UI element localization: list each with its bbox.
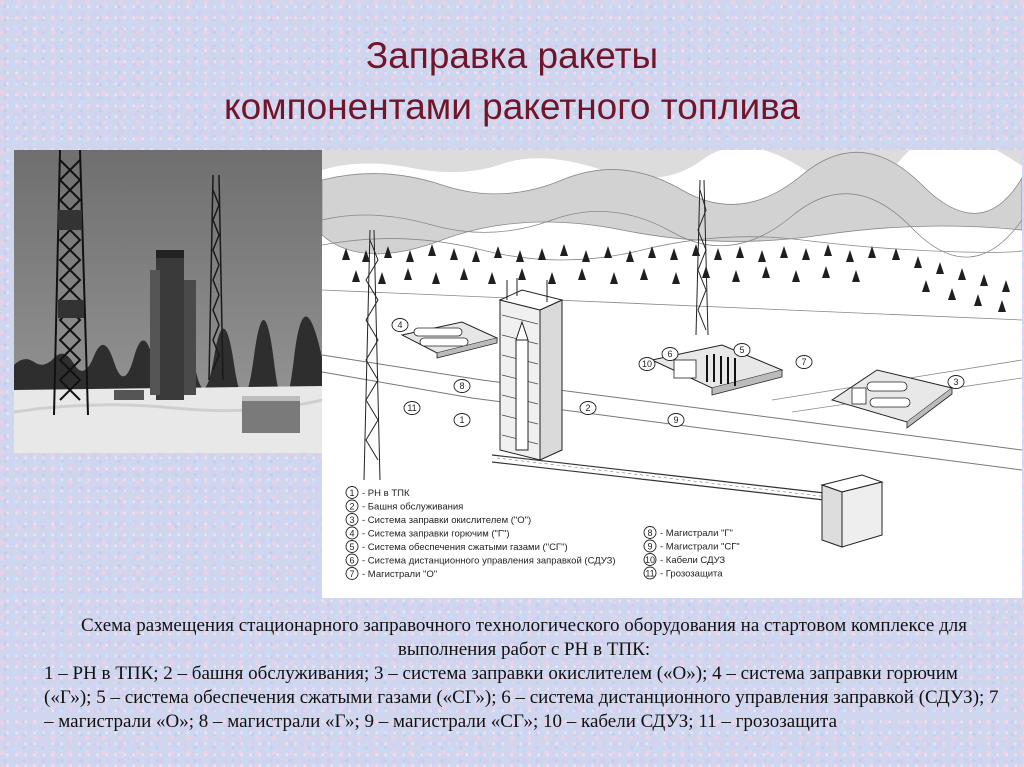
- legend-text: - Система дистанционного управления заправкой (СДУЗ): [362, 555, 616, 567]
- caption-body: 1 – РН в ТПК; 2 – башня обслуживания; 3 – система заправки окислителем («О»); 4 – система заправки горючим («Г»); 5 – система обеспечения сжатыми газами («СГ»); 6 – система дистанционного управления заправкой (СДУЗ); 7 – магистрали «О»; 8 – магистрали «Г»; 9 – магистрали «СГ»; 10 – кабели СДУЗ; 11 – грозозащита: [44, 663, 999, 732]
- oxidizer-building: [832, 370, 952, 428]
- diagram-legend-left: [346, 487, 616, 581]
- caption-heading: Схема размещения стационарного заправочного технологического оборудования на стартовом комплексе для выполнения работ с РН в ТПК:: [81, 615, 967, 660]
- legend-item: [346, 514, 531, 527]
- legend-item: [644, 567, 723, 580]
- fuel-system-building: [402, 322, 497, 358]
- callout-5: [734, 344, 750, 357]
- legend-number: 11: [645, 568, 655, 579]
- callout-number: 6: [667, 349, 673, 359]
- callout-10: [639, 358, 655, 371]
- callout-number: 8: [459, 381, 465, 391]
- legend-item: [346, 487, 410, 500]
- callout-number: 9: [673, 415, 679, 425]
- legend-item: [346, 568, 437, 581]
- legend-text: - Магистрали "О": [362, 569, 438, 580]
- callout-number: 7: [801, 357, 807, 367]
- legend-text: - Башня обслуживания: [362, 501, 464, 513]
- legend-number: 6: [349, 555, 355, 566]
- callout-7: [796, 356, 812, 369]
- legend-item: [346, 554, 616, 567]
- legend-item: [346, 541, 568, 554]
- callout-number: 11: [407, 403, 417, 413]
- forest-trees: [342, 244, 1010, 312]
- callout-9: [668, 414, 684, 427]
- legend-number: 3: [349, 515, 355, 525]
- legend-text: - Система обеспечения сжатыми газами ("СГ"): [362, 542, 568, 553]
- legend-number: 1: [349, 488, 355, 498]
- figure-caption: [44, 614, 1004, 734]
- callout-4: [392, 319, 408, 332]
- callout-8: [454, 380, 470, 393]
- legend-number: 2: [349, 501, 355, 512]
- title-line-2: компонентами ракетного топлива: [224, 86, 800, 127]
- legend-item: [644, 554, 725, 567]
- legend-item: [346, 527, 510, 540]
- legend-text: - Система заправки горючим ("Г"): [362, 528, 510, 540]
- legend-text: - Кабели СДУЗ: [660, 555, 726, 566]
- callout-1: [454, 414, 470, 427]
- callout-number: 10: [641, 359, 653, 369]
- diagram-legend-right: [644, 527, 740, 580]
- callout-3: [948, 376, 964, 389]
- legend-number: 9: [647, 541, 653, 552]
- legend-text: - Магистрали "СГ": [660, 541, 740, 553]
- legend-item: [644, 540, 740, 553]
- legend-text: - Грозозащита: [660, 568, 723, 580]
- slide-title: [0, 30, 1024, 132]
- legend-item: [644, 527, 733, 540]
- fueling-scheme-diagram: [322, 150, 1022, 598]
- legend-item: [346, 500, 463, 513]
- legend-text: - Магистрали "Г": [660, 528, 733, 539]
- legend-number: 4: [349, 528, 355, 539]
- legend-number: 5: [349, 542, 355, 552]
- callout-number: 3: [953, 377, 959, 387]
- callout-number: 1: [459, 415, 465, 425]
- callout-2: [580, 402, 596, 415]
- legend-number: 7: [349, 569, 355, 579]
- callout-number: 2: [585, 403, 591, 413]
- launch-pad-photo: [14, 150, 323, 453]
- cable-tunnel-box: [822, 475, 882, 547]
- legend-text: - РН в ТПК: [362, 488, 410, 499]
- callout-11: [404, 402, 420, 415]
- service-tower: [500, 278, 562, 460]
- callout-number: 5: [739, 345, 745, 355]
- legend-number: 10: [644, 555, 656, 565]
- legend-text: - Система заправки окислителем ("О"): [362, 515, 532, 526]
- legend-number: 8: [647, 528, 653, 538]
- callout-number: 4: [397, 320, 403, 330]
- title-line-1: Заправка ракеты: [365, 35, 659, 76]
- callout-6: [662, 348, 678, 361]
